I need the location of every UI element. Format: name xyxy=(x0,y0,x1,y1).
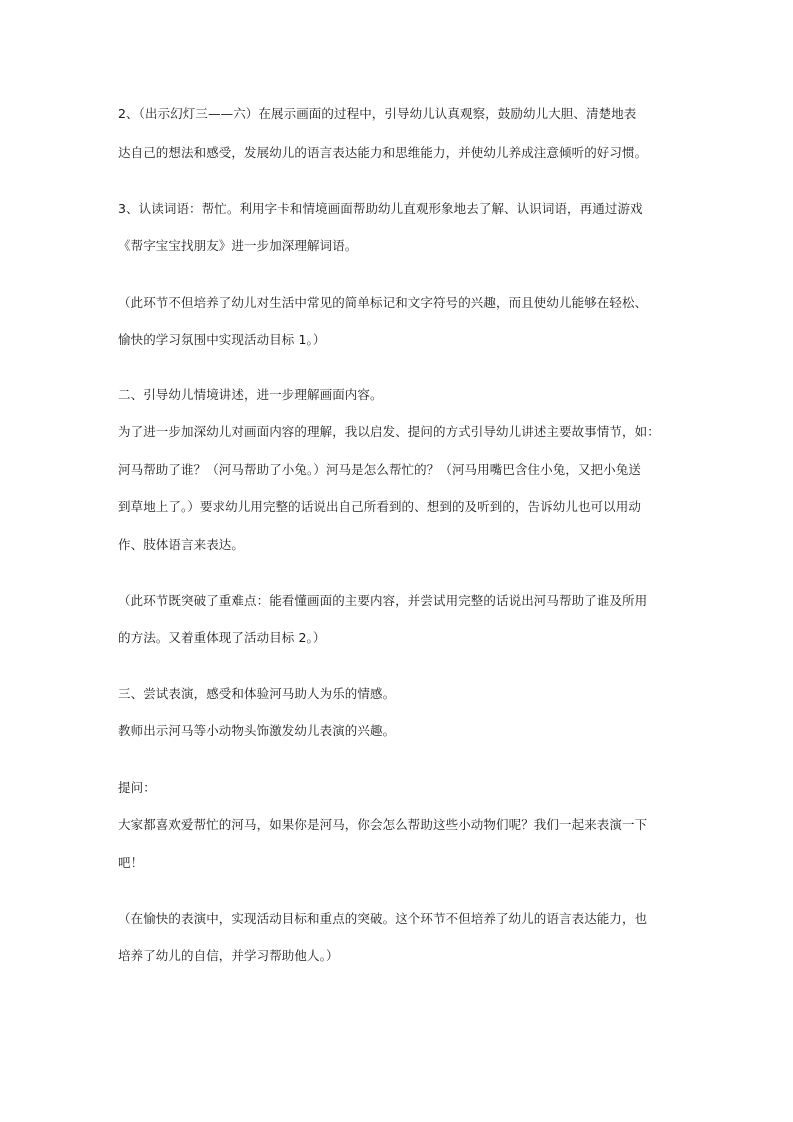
note-3-line-2: 培养了幼儿的自信，并学习帮助他人。） xyxy=(118,948,339,963)
section-3-heading: 三、尝试表演，感受和体验河马助人为乐的情感。 xyxy=(118,686,396,701)
note-3-line-1: （在愉快的表演中，实现活动目标和重点的突破。这个环节不但培养了幼儿的语言表达能力，也 xyxy=(118,911,648,926)
item-3-line-2: 《帮字宝宝找朋友》进一步加深理解词语。 xyxy=(118,238,358,253)
note-2-line-1: （此环节既突破了重难点：能看懂画面的主要内容，并尝试用完整的话说出河马帮助了谁及所用 xyxy=(118,593,648,608)
note-2-line-2: 的方法。又着重体现了活动目标 2。） xyxy=(118,630,326,645)
section-2-heading: 二、引导幼儿情境讲述，进一步理解画面内容。 xyxy=(118,387,383,402)
note-1-line-1: （此环节不但培养了幼儿对生活中常见的简单标记和文字符号的兴趣，而且使幼儿能够在轻松、 xyxy=(118,295,648,310)
question-line-2: 大家都喜欢爱帮忙的河马，如果你是河马，你会怎么帮助这些小动物们呢？我们一起来表演一下 xyxy=(118,817,648,832)
question-label: 提问： xyxy=(118,780,156,795)
item-3-line-1: 3、认读词语：帮忙。利用字卡和情境画面帮助幼儿直观形象地去了解、认识词语，再通过游戏 xyxy=(118,201,643,216)
section-2-line-3: 河马帮助了谁？（河马帮助了小兔。）河马是怎么帮忙的？（河马用嘴巴含住小兔，又把小兔送 xyxy=(118,462,641,477)
note-1-line-2: 愉快的学习氛围中实现活动目标 1。） xyxy=(118,332,326,347)
section-2-line-2: 为了进一步加深幼儿对画面内容的理解，我以启发、提问的方式引导幼儿讲述主要故事情节，如： xyxy=(118,424,660,439)
section-2-line-5: 作、肢体语言来表达。 xyxy=(118,537,245,552)
section-2-line-4: 到草地上了。）要求幼儿用完整的话说出自己所看到的、想到的及听到的，告诉幼儿也可以用动 xyxy=(118,499,641,514)
item-2-line-2: 达自己的想法和感受，发展幼儿的语言表达能力和思维能力，并使幼儿养成注意倾听的好习惯。 xyxy=(118,145,648,160)
section-3-line-2: 教师出示河马等小动物头饰激发幼儿表演的兴趣。 xyxy=(118,723,396,738)
question-line-3: 吧！ xyxy=(118,855,144,870)
item-2-line-1: 2、（出示幻灯三——六）在展示画面的过程中，引导幼儿认真观察，鼓励幼儿大胆、清楚地表 xyxy=(118,106,637,121)
